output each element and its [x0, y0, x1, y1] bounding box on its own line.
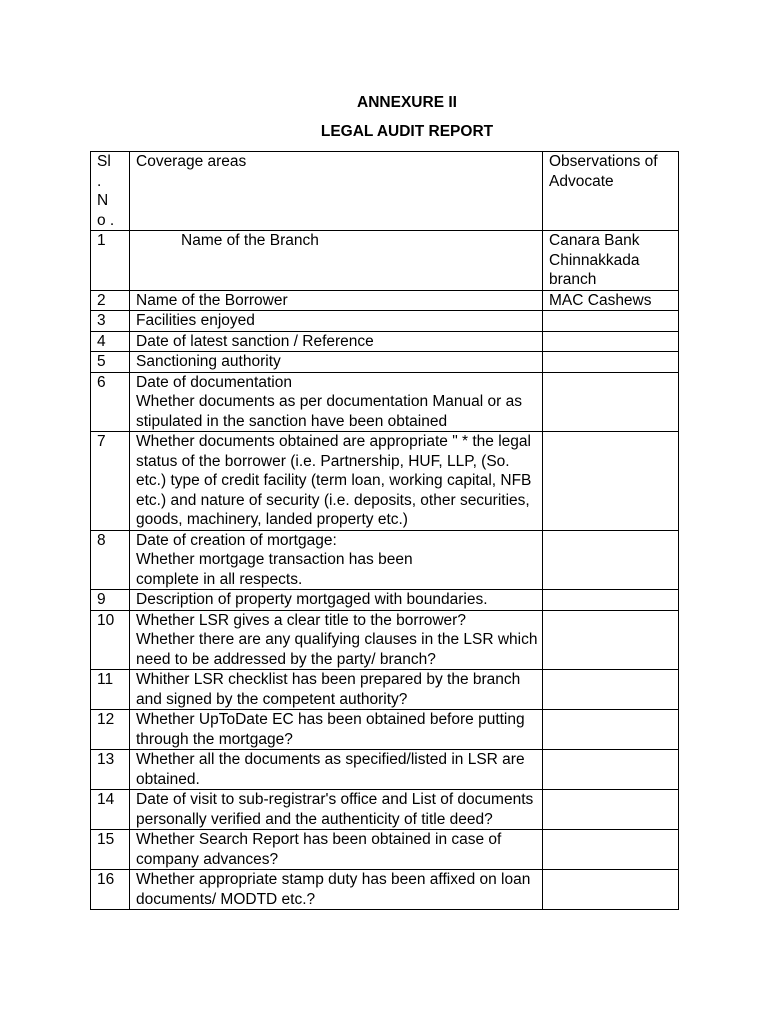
table-row [91, 311, 679, 332]
row-number: 10 [91, 610, 130, 670]
header-observations: Observations of Advocate [543, 152, 679, 231]
coverage-area: Facilities enjoyed [130, 311, 543, 332]
table-row [91, 610, 679, 670]
row-number: 4 [91, 331, 130, 352]
observation [543, 352, 679, 373]
observation [543, 372, 679, 432]
coverage-area: Date of creation of mortgage: Whether mortgage transaction has been complete in all respects. [130, 530, 543, 590]
observation [543, 830, 679, 870]
coverage-area: Whether documents obtained are appropriate " * the legal status of the borrower (i.e. Partnership, HUF, LLP, (So. etc.) type of credit facility (term loan, working capital, NFB etc.) and nature of security (i.e. deposits, other securities, goods, machinery, landed property etc.) [130, 432, 543, 531]
row-number: 5 [91, 352, 130, 373]
legal-audit-table [90, 151, 679, 910]
header-coverage-areas: Coverage areas [130, 152, 543, 231]
table-header-row [91, 152, 679, 231]
row-number: 6 [91, 372, 130, 432]
coverage-area: Date of visit to sub-registrar's office and List of documents personally verified and the authenticity of title deed? [130, 790, 543, 830]
observation: MAC Cashews [543, 290, 679, 311]
row-number: 1 [91, 231, 130, 291]
table-row [91, 372, 679, 432]
table-row [91, 670, 679, 710]
coverage-area: Whether appropriate stamp duty has been affixed on loan documents/ MODTD etc.? [130, 870, 543, 910]
observation [543, 311, 679, 332]
table-row [91, 432, 679, 531]
coverage-area: Date of latest sanction / Reference [130, 331, 543, 352]
coverage-area: Whether all the documents as specified/listed in LSR are obtained. [130, 750, 543, 790]
observation [543, 432, 679, 531]
table-row [91, 790, 679, 830]
observation [543, 530, 679, 590]
coverage-area: Sanctioning authority [130, 352, 543, 373]
coverage-area: Whither LSR checklist has been prepared by the branch and signed by the competent authority? [130, 670, 543, 710]
observation [543, 331, 679, 352]
observation [543, 870, 679, 910]
observation [543, 710, 679, 750]
table-row [91, 352, 679, 373]
coverage-area: Whether LSR gives a clear title to the borrower? Whether there are any qualifying clauses in the LSR which need to be addressed by the party/ branch? [130, 610, 543, 670]
coverage-area: Whether Search Report has been obtained in case of company advances? [130, 830, 543, 870]
row-number: 2 [91, 290, 130, 311]
report-title: LEGAL AUDIT REPORT [320, 123, 494, 140]
table-row [91, 530, 679, 590]
observation: Canara Bank Chinnakkada branch [543, 231, 679, 291]
row-number: 12 [91, 710, 130, 750]
coverage-area [130, 231, 543, 291]
observation [543, 790, 679, 830]
observation [543, 750, 679, 790]
table-row [91, 331, 679, 352]
row-number: 11 [91, 670, 130, 710]
table-row [91, 750, 679, 790]
table-row [91, 590, 679, 611]
header-slno: Sl. No . [91, 152, 130, 231]
row-number: 13 [91, 750, 130, 790]
observation [543, 610, 679, 670]
row-number: 14 [91, 790, 130, 830]
annexure-heading: ANNEXURE II [357, 94, 457, 111]
row-number: 16 [91, 870, 130, 910]
coverage-area-text: Name of the Branch [181, 232, 319, 249]
table-row [91, 231, 679, 291]
coverage-area: Name of the Borrower [130, 290, 543, 311]
row-number: 9 [91, 590, 130, 611]
coverage-area: Description of property mortgaged with boundaries. [130, 590, 543, 611]
table-row [91, 870, 679, 910]
table-row [91, 290, 679, 311]
row-number: 15 [91, 830, 130, 870]
table-row [91, 710, 679, 750]
row-number: 8 [91, 530, 130, 590]
observation [543, 670, 679, 710]
observation [543, 590, 679, 611]
row-number: 7 [91, 432, 130, 531]
coverage-area: Date of documentation Whether documents as per documentation Manual or as stipulated in the sanction have been obtained [130, 372, 543, 432]
row-number: 3 [91, 311, 130, 332]
table-row [91, 830, 679, 870]
coverage-area: Whether UpToDate EC has been obtained before putting through the mortgage? [130, 710, 543, 750]
